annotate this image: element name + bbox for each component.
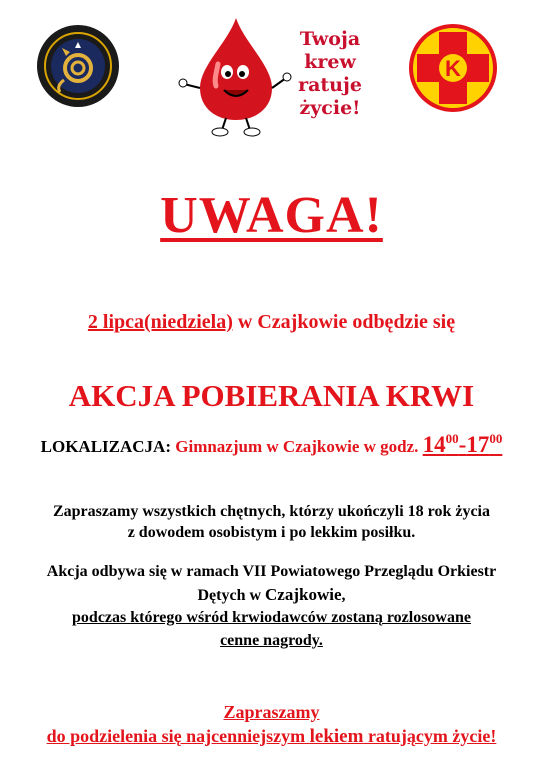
end-hour: 17	[466, 432, 490, 457]
event-date: 2 lipca(niedziela)	[87, 311, 233, 333]
body-line: z dowodem osobistym i po lekkim posiłku.	[127, 524, 416, 541]
time-dash: -	[458, 432, 467, 457]
location-line	[0, 428, 543, 458]
body-text: ,	[341, 587, 346, 604]
body-line: cenne nagrody.	[220, 632, 323, 649]
invite-text: Zapraszamy	[223, 702, 320, 722]
location-label: LOKALIZACJA:	[40, 437, 171, 456]
slogan-line: ratuje	[298, 74, 362, 96]
body-line: Zapraszamy wszystkich chętnych, którzy ukończyli 18 rok życia	[52, 503, 490, 520]
pck-letter: K	[445, 56, 461, 81]
date-line-rest: w Czajkowie odbędzie się	[232, 311, 456, 333]
end-minutes: 00	[489, 431, 503, 446]
closing-text: ratującym życie!	[363, 726, 497, 746]
body-line: podczas którego wśród krwiodawców zostaną rozlosowane	[72, 609, 471, 626]
closing-emphasis: lekiem	[309, 726, 364, 747]
slogan	[285, 28, 375, 120]
date-line	[0, 310, 543, 334]
title-text: UWAGA!	[160, 187, 383, 244]
body-text: Dętych w	[197, 587, 266, 604]
slogan-line: Twoja	[299, 28, 361, 50]
closing-line	[0, 725, 543, 748]
body-line: Akcja odbywa się w ramach VII Powiatowego Przeglądu Orkiestr	[46, 563, 497, 580]
event-name: AKCJA POBIERANIA KRWI	[68, 378, 475, 413]
slogan-line: życie!	[299, 97, 361, 119]
body-line	[0, 584, 543, 607]
closing-text: do podzielenia się najcenniejszym	[46, 726, 310, 746]
orchestra-emblem-icon	[36, 24, 120, 108]
slogan-line: krew	[304, 51, 356, 73]
orchestra-logo	[36, 24, 120, 108]
page-title	[0, 186, 543, 246]
start-minutes: 00	[445, 431, 459, 446]
event-time	[423, 432, 503, 457]
blood-drop-icon	[176, 14, 296, 138]
red-cross-logo	[409, 24, 497, 112]
red-cross-icon	[409, 24, 497, 112]
start-hour: 14	[422, 432, 446, 457]
location-place: Gimnazjum w Czajkowie w godz.	[171, 437, 423, 456]
town-name: Czajkowie	[265, 585, 342, 604]
blood-drop-mascot	[176, 14, 296, 138]
